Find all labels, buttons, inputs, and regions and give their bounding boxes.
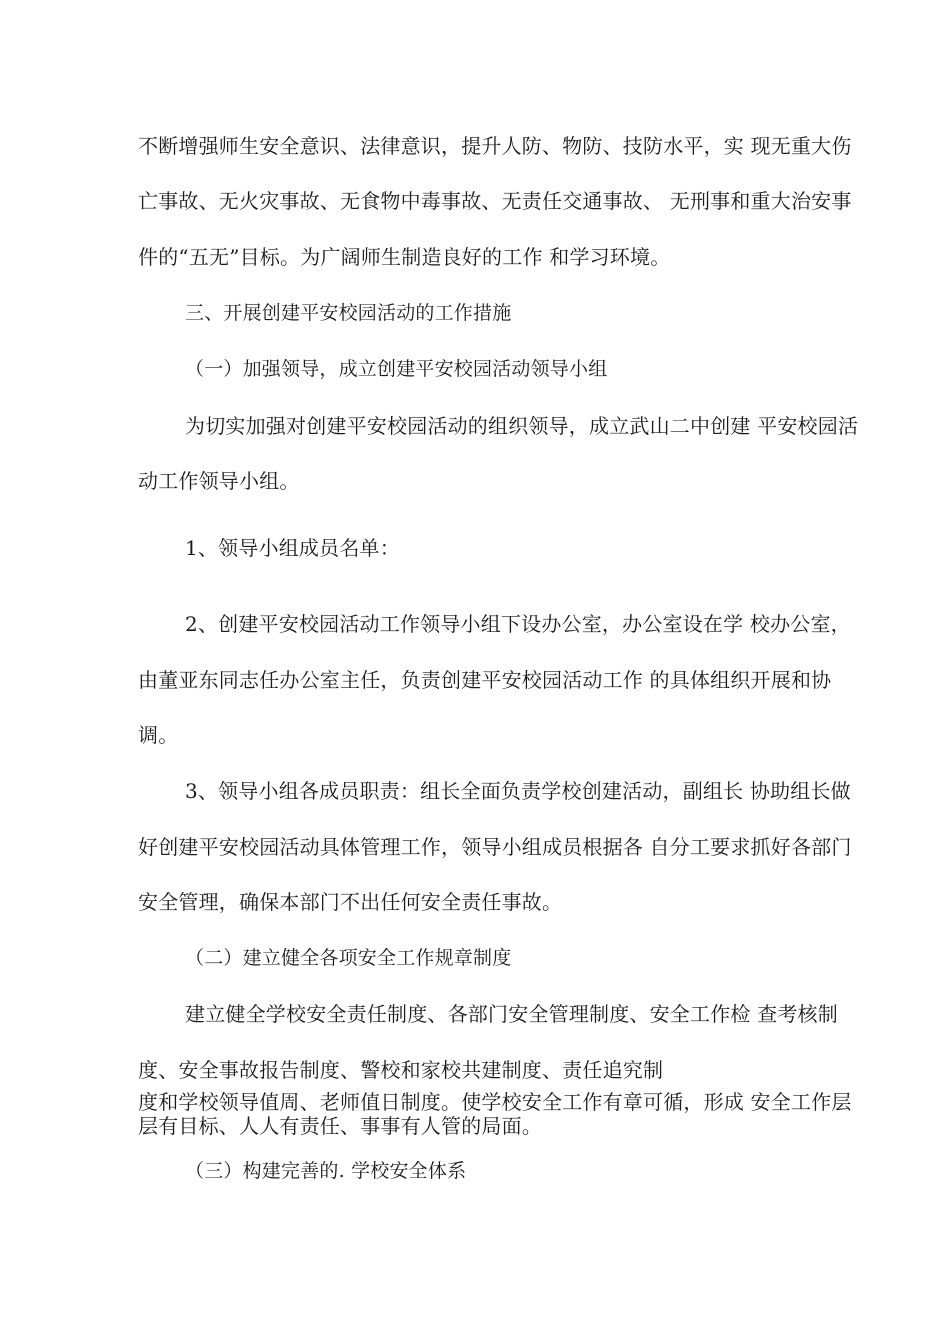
paragraph-line: 调。 bbox=[138, 723, 179, 747]
list-item: 1、领导小组成员名单： bbox=[185, 536, 400, 560]
paragraph-line: 层有目标、人人有责任、事事有人管的局面。 bbox=[138, 1114, 542, 1138]
list-item: 3、领导小组各成员职责：组长全面负责学校创建活动，副组长 协助组长做 bbox=[185, 779, 851, 803]
paragraph-line: 件的“五无”目标。为广阔师生制造良好的工作 和学习环境。 bbox=[138, 245, 671, 269]
paragraph-line: 好创建平安校园活动具体管理工作，领导小组成员根据各 自分工要求抓好各部门 bbox=[138, 835, 852, 859]
paragraph-line: 度和学校领导值周、老师值日制度。使学校安全工作有章可循，形成 安全工作层 bbox=[138, 1090, 852, 1114]
subsection-heading: （三）构建完善的. 学校安全体系 bbox=[185, 1160, 467, 1182]
list-item: 2、创建平安校园活动工作领导小组下设办公室，办公室设在学 校办公室， bbox=[185, 612, 851, 636]
paragraph-line: 不断增强师生安全意识、法律意识，提升人防、物防、技防水平，实 现无重大伤 bbox=[138, 134, 852, 158]
subsection-heading: （一）加强领导，成立创建平安校园活动领导小组 bbox=[185, 358, 608, 380]
subsection-heading: （二）建立健全各项安全工作规章制度 bbox=[185, 947, 512, 969]
paragraph-line: 动工作领导小组。 bbox=[138, 469, 300, 493]
paragraph-line: 度、安全事故报告制度、警校和家校共建制度、责任追究制 bbox=[138, 1058, 664, 1082]
paragraph-line: 建立健全学校安全责任制度、各部门安全管理制度、安全工作检 查考核制 bbox=[185, 1002, 838, 1026]
paragraph-line: 安全管理，确保本部门不出任何安全责任事故。 bbox=[138, 890, 563, 914]
section-heading: 三、开展创建平安校园活动的工作措施 bbox=[185, 302, 512, 324]
paragraph-line: 由董亚东同志任办公室主任，负责创建平安校园活动工作 的具体组织开展和协 bbox=[138, 668, 832, 692]
paragraph-line: 为切实加强对创建平安校园活动的组织领导，成立武山二中创建 平安校园活 bbox=[185, 414, 859, 438]
paragraph-line: 亡事故、无火灾事故、无食物中毒事故、无责任交通事故、 无刑事和重大治安事 bbox=[138, 189, 852, 213]
